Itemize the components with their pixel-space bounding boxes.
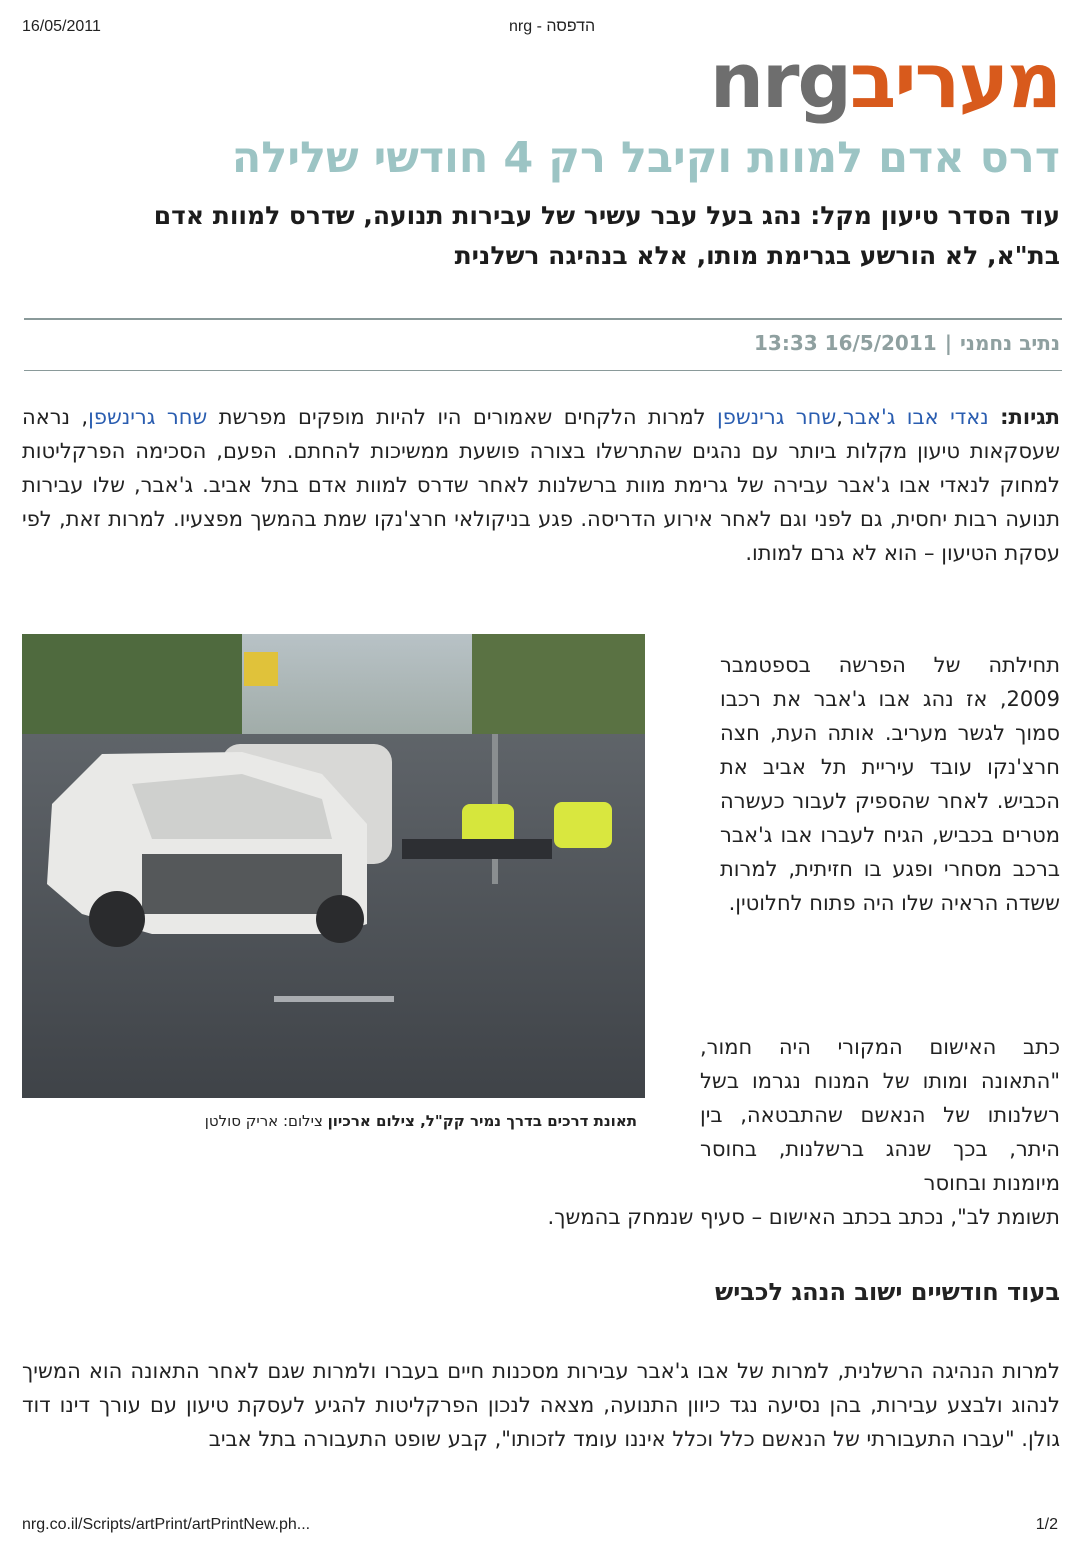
intro-paragraph (22, 400, 1060, 570)
byline-divider (24, 370, 1062, 371)
print-footer (22, 1516, 1058, 1538)
photo-covered-body (402, 839, 552, 859)
photo-car-wheel (89, 891, 145, 947)
logo-nrg: nrg (709, 36, 850, 125)
intro-text-rest: , נראה שעסקאות טיעון מקלות ביותר עם נהגים שהתרשלו בצורה פושעת ממשיכות להחתם. הפעם, הסכימה הפרקליטות למחוק לנאדי אבו ג'אבר עבירה של גרימת מוות ברשלנות לאחר שדרס למוות אדם בתל אביב. ג'אבר, שלו עבירות תנועה רבות יחסית, גם לפני וגם לאחר אירוע הדריסה. פגע בניקולאי חרצ'נקו שמת בהמשך מפצעיו. למרות זאת, לפי עסקת הטיעון – הוא לא גרם למותו. (22, 405, 1060, 565)
tag-link-nadi-abu-jaber[interactable]: נאדי אבו ג'אבר (842, 405, 989, 429)
print-page-title: הדפסה - nrg (509, 18, 596, 35)
photo-car-wheel-front (316, 895, 364, 943)
photo-paramedic-2 (554, 802, 612, 848)
final-paragraph: למרות הנהיגה הרשלנית, למרות של אבו ג'אבר עבירות מסכנות חיים בעברו ולמרות שגם לאחר התאונה הוא המשיך לנהוג ולבצע עבירות, בהן נסיעה נגד כיוון התנועה, מצאה לנכון הפרקליטות להגיע לעסקת טיעון עם עורך דינו דוד גולן. "עברו התעבורתי של הנאשם כלל וכלל איננו עומד לזכותו", קבע שופט התעבורה בתל אביב (22, 1359, 1060, 1451)
article-photo (22, 634, 645, 1098)
section-title: בעוד חודשיים ישוב הנהג לכביש (715, 1278, 1060, 1306)
top-divider (24, 318, 1062, 320)
photo-caption (22, 1112, 637, 1130)
intro-link-shahar-grinshpan[interactable]: שחר גרינשפן (88, 405, 208, 429)
print-page-number: 1/2 (1035, 1516, 1058, 1533)
tags-separator: , (836, 405, 843, 429)
accident-scene-image (22, 634, 645, 1098)
byline-datetime: 16/5/2011 13:33 (754, 331, 937, 355)
photo-trees-right (472, 634, 645, 749)
logo-maariv: מעריב (849, 36, 1060, 125)
photo-broken-grille (142, 854, 342, 914)
photo-caption-credit: צילום: אריק סולטן (204, 1112, 323, 1130)
tags-label: תגיות: (1000, 405, 1060, 429)
print-url: nrg.co.il/Scripts/artPrint/artPrintNew.ph... (22, 1516, 311, 1533)
column-paragraph-1: תחילתה של הפרשה בספטמבר 2009, אז נהג אבו ג'אבר את רכבו סמוך לגשר מעריב. אותה העת, חצה חרצ'נקו עובד עיריית תל אביב את הכביש. לאחר שהספיק לעבור כעשרה מטרים בכביש, הגיח לעברו אבו ג'אבר ברכב מסחרי ופגע בו חזיתית, למרות ששדה הראיה שלו היה פתוח לחלוטין. (720, 653, 1060, 915)
photo-caption-main: תאונת דרכים בדרך נמיר קק"ל, צילום ארכיון (327, 1112, 637, 1130)
intro-text-start: למרות הלקחים שאמורים היו להיות מופקים מפרשת (207, 405, 718, 429)
column-paragraph-2-tail: תשומת לב", נכתב בכתב האישום – סעיף שנמחק בהמשך. (547, 1205, 1060, 1229)
photo-sign (244, 652, 278, 686)
byline (754, 331, 1060, 355)
print-date: 16/05/2011 (22, 18, 101, 35)
column-paragraph-2: כתב האישום המקורי היה חמור, "התאונה ומותו של המנוח נגרמו בשל רשלנותו של הנאשם שהתבטאה, בין היתר, בכך שנהג ברשלנות, בחוסר מיומנות ובחוסר (700, 1035, 1060, 1195)
article-subhead: עוד הסדר טיעון מקל: נהג בעל עבר עשיר של עבירות תנועה, שדרס למוות אדם בת"א, לא הורשע בגרימת מותו, אלא בנהיגה רשלנית (153, 201, 1060, 270)
photo-debris (274, 996, 394, 1002)
tag-link-shahar-grinshpan[interactable]: שחר גרינשפן (717, 405, 837, 429)
byline-separator: | (944, 331, 952, 355)
article-headline: דרס אדם למוות וקיבל רק 4 חודשי שלילה (231, 133, 1060, 183)
byline-author[interactable]: נתיב נחמני (960, 331, 1060, 355)
site-logo (709, 36, 1060, 125)
